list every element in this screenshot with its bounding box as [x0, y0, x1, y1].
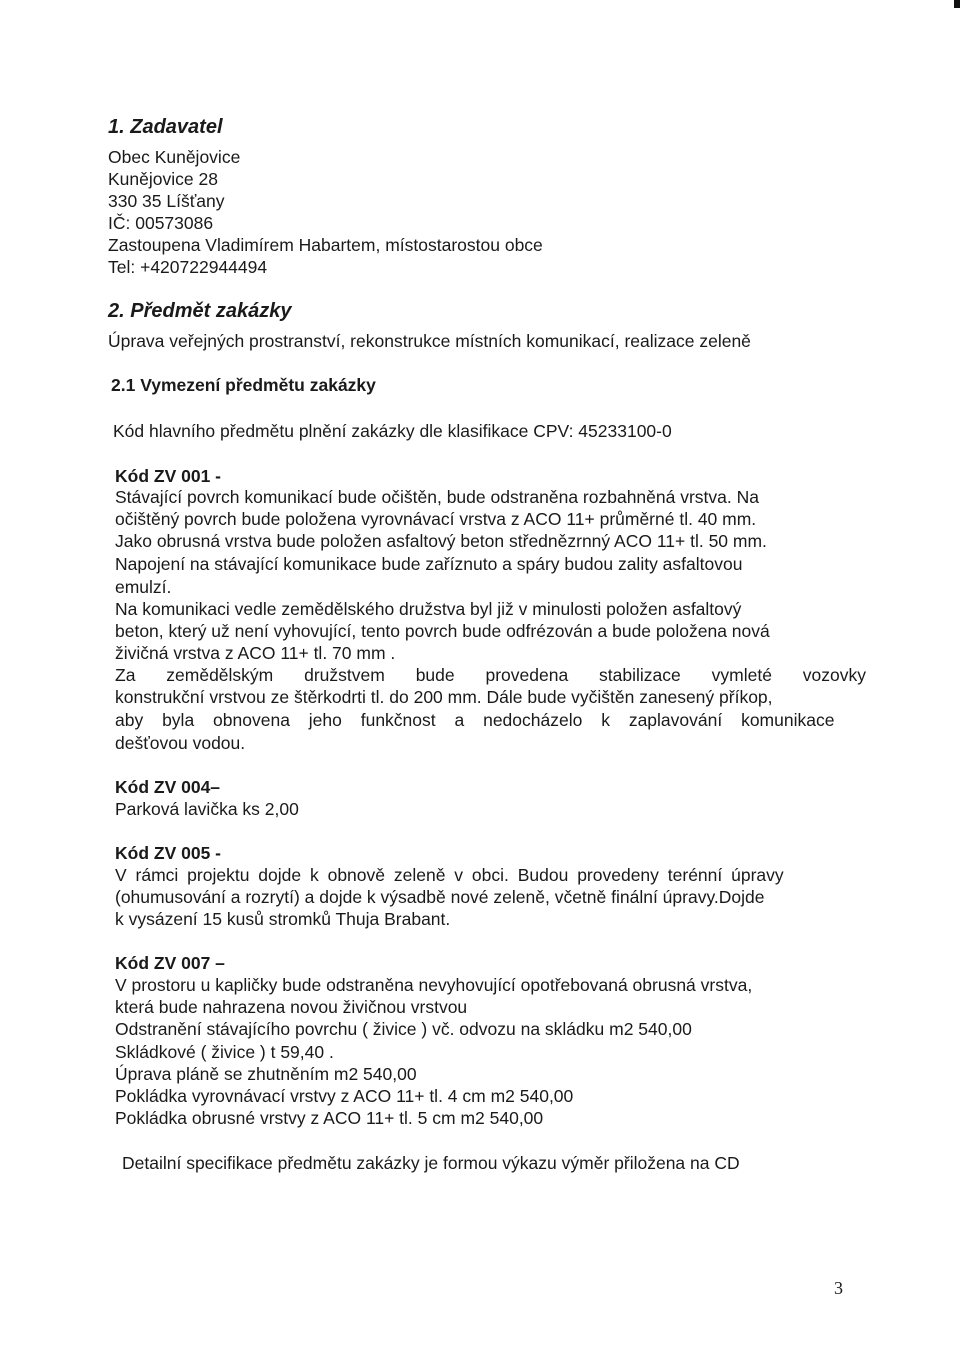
zv007-line: Pokládka obrusné vrstvy z ACO 11+ tl. 5 cm m2 540,00	[115, 1108, 544, 1128]
zv007-line: Skládkové ( živice ) t 59,40 .	[115, 1042, 334, 1062]
zv001-line: Stávající povrch komunikací bude očištěn, bude odstraněna rozbahněná vrstva. Na	[115, 487, 759, 507]
code-zv-005: Kód ZV 005 -	[115, 843, 221, 863]
zv001-line: emulzí.	[115, 577, 172, 597]
subsection-heading-vymezeni: 2.1 Vymezení předmětu zakázky	[111, 375, 376, 395]
zv004-line: Parková lavička ks 2,00	[115, 799, 299, 819]
zv007-line: Odstranění stávajícího povrchu ( živice ) vč. odvozu na skládku m2 540,00	[115, 1019, 692, 1039]
cpv-code-line: Kód hlavního předmětu plnění zakázky dle klasifikace CPV: 45233100-0	[113, 421, 672, 441]
zadavatel-line: Kunějovice 28	[108, 169, 218, 189]
detail-note: Detailní specifikace předmětu zakázky je formou výkazu výměr přiložena na CD	[122, 1153, 740, 1173]
zv007-line: Pokládka vyrovnávací vrstvy z ACO 11+ tl. 4 cm m2 540,00	[115, 1086, 574, 1106]
code-zv-001: Kód ZV 001 -	[115, 466, 221, 486]
zv007-line: Úprava pláně se zhutněním m2 540,00	[115, 1064, 417, 1084]
zadavatel-line: 330 35 Líšťany	[108, 191, 225, 211]
zv005-line: V rámci projektu dojde k obnově zeleně v obci. Budou provedeny terénní úpravy	[115, 865, 784, 885]
zv001-line: Jako obrusná vrstva bude položen asfaltový beton střednězrnný ACO 11+ tl. 50 mm.	[115, 531, 767, 551]
section-heading-predmet: 2. Předmět zakázky	[108, 300, 292, 322]
zv007-line: která bude nahrazena novou živičnou vrstvou	[115, 997, 468, 1017]
zadavatel-line: Tel: +420722944494	[108, 257, 268, 277]
section-heading-zadavatel: 1. Zadavatel	[108, 116, 223, 138]
zv005-line: (ohumusování a rozrytí) a dojde k výsadbě nové zeleně, včetně finální úpravy.Dojde	[115, 887, 765, 907]
zv001-line: Napojení na stávající komunikace bude zaříznuto a spáry budou zality asfaltovou	[115, 554, 743, 574]
zv005-line: k vysázení 15 kusů stromků Thuja Brabant.	[115, 909, 451, 929]
zv007-line: V prostoru u kapličky bude odstraněna nevyhovující opotřebovaná obrusná vrstva,	[115, 975, 753, 995]
zv001-line: dešťovou vodou.	[115, 733, 246, 753]
zadavatel-line: Obec Kunějovice	[108, 147, 241, 167]
scan-edge-mark	[954, 0, 960, 8]
zv001-line: Na komunikaci vedle zemědělského družstva byl již v minulosti položen asfaltový	[115, 599, 742, 619]
zv001-line: beton, který už není vyhovující, tento povrch bude odfrézován a bude položena nová	[115, 621, 770, 641]
zv001-line: aby byla obnovena jeho funkčnost a nedocházelo k zaplavování komunikace	[115, 710, 835, 730]
zadavatel-line: IČ: 00573086	[108, 213, 214, 233]
predmet-text: Úprava veřejných prostranství, rekonstrukce místních komunikací, realizace zeleně	[108, 331, 751, 351]
zv001-line: očištěný povrch bude položena vyrovnávací vrstva z ACO 11+ průměrné tl. 40 mm.	[115, 509, 757, 529]
zadavatel-line: Zastoupena Vladimírem Habartem, místostarostou obce	[108, 235, 543, 255]
code-zv-007: Kód ZV 007 –	[115, 953, 225, 973]
zv001-line: Za zemědělským družstvem bude provedena stabilizace vymleté vozovky	[115, 665, 866, 685]
zv001-line: živičná vrstva z ACO 11+ tl. 70 mm .	[115, 643, 396, 663]
code-zv-004: Kód ZV 004–	[115, 777, 221, 797]
page-number: 3	[834, 1278, 843, 1298]
zv001-line: konstrukční vrstvou ze štěrkodrti tl. do 200 mm. Dále bude vyčištěn zanesený příkop,	[115, 687, 773, 707]
